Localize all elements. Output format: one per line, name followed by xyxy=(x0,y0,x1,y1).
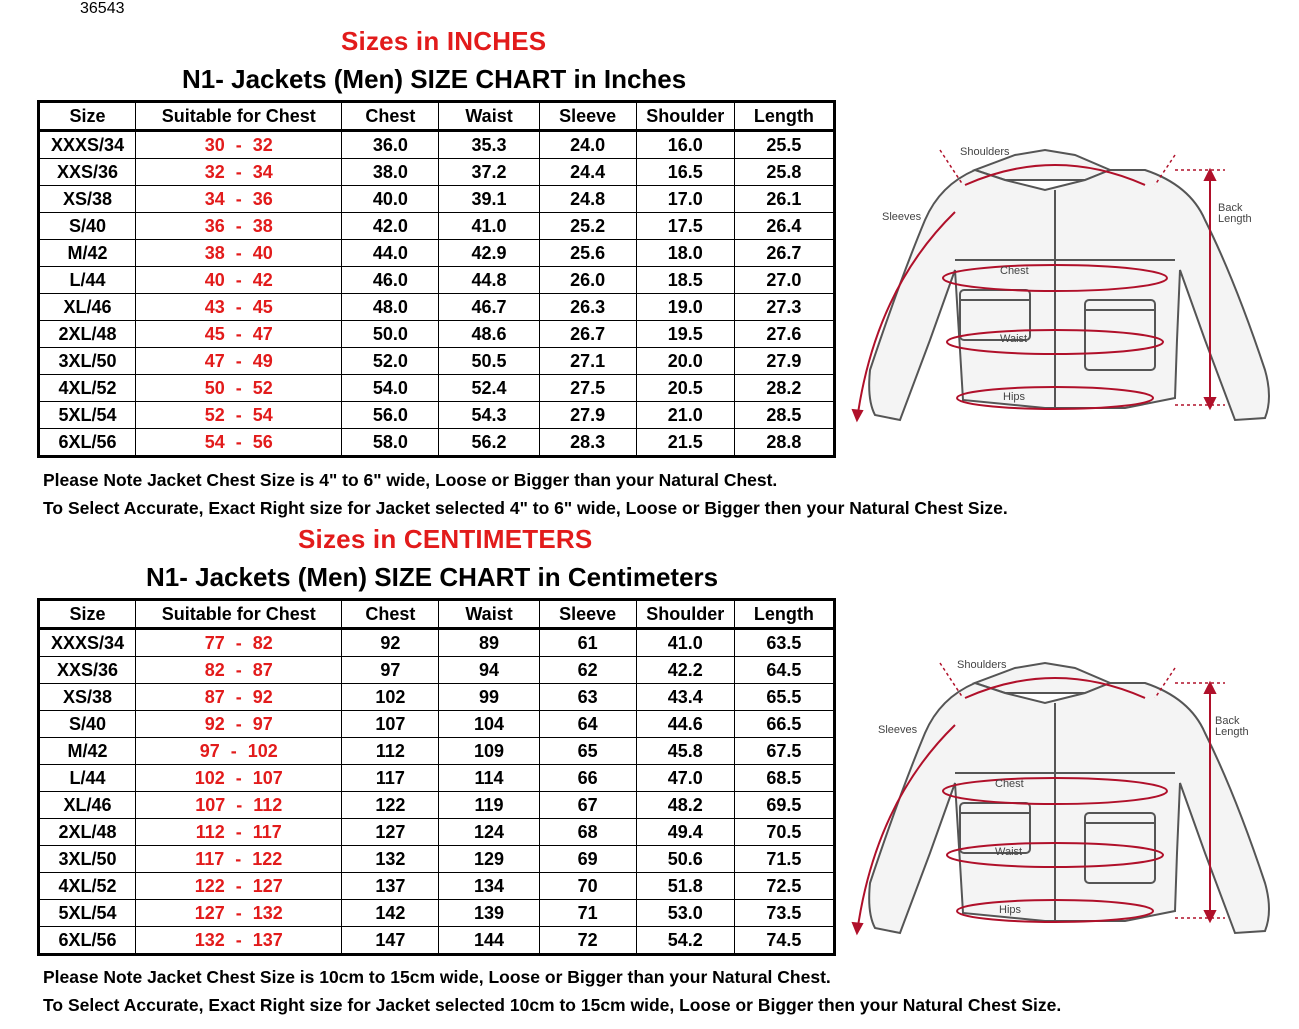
table-cell: 58.0 xyxy=(342,429,439,457)
table-cell: 25.8 xyxy=(734,159,834,186)
column-header: Size xyxy=(39,102,136,131)
table-cell: 24.8 xyxy=(539,186,636,213)
chest-range-cell: 77 - 82 xyxy=(136,629,342,657)
column-header: Length xyxy=(734,600,834,629)
table-cell: 56.2 xyxy=(439,429,539,457)
table-cell: 97 xyxy=(342,657,439,684)
table-cell: 122 xyxy=(342,792,439,819)
table-row xyxy=(39,711,835,738)
label-waist: Waist xyxy=(1000,333,1028,345)
table-cell: 44.6 xyxy=(636,711,734,738)
table-cell: 65 xyxy=(539,738,636,765)
table-cell: 119 xyxy=(439,792,539,819)
table-cell: 19.0 xyxy=(636,294,734,321)
table-cell: XS/38 xyxy=(39,684,136,711)
table-row xyxy=(39,873,835,900)
table-header-row xyxy=(39,102,835,131)
table-cell: 71 xyxy=(539,900,636,927)
table-cell: 142 xyxy=(342,900,439,927)
chest-range-cell: 122 - 127 xyxy=(136,873,342,900)
jacket-measurement-diagram-inches xyxy=(845,140,1290,430)
table-cell: M/42 xyxy=(39,240,136,267)
table-cell: 63 xyxy=(539,684,636,711)
column-header: Sleeve xyxy=(539,102,636,131)
label-shoulders: Shoulders xyxy=(957,659,1007,671)
table-cell: 41.0 xyxy=(439,213,539,240)
column-header: Chest xyxy=(342,600,439,629)
table-cell: L/44 xyxy=(39,267,136,294)
label-length: Length xyxy=(1218,213,1252,225)
table-cell: 4XL/52 xyxy=(39,375,136,402)
table-cell: XXS/36 xyxy=(39,657,136,684)
table-cell: 54.2 xyxy=(636,927,734,955)
table-cell: 68 xyxy=(539,819,636,846)
table-cell: 19.5 xyxy=(636,321,734,348)
table-cell: 28.8 xyxy=(734,429,834,457)
table-cell: 137 xyxy=(342,873,439,900)
table-cell: 70.5 xyxy=(734,819,834,846)
chest-range-cell: 107 - 112 xyxy=(136,792,342,819)
table-row xyxy=(39,927,835,955)
table-cell: 46.7 xyxy=(439,294,539,321)
table-cell: 139 xyxy=(439,900,539,927)
table-cell: 65.5 xyxy=(734,684,834,711)
table-cell: 39.1 xyxy=(439,186,539,213)
inches-note-2: To Select Accurate, Exact Right size for Jacket selected 4" to 6" wide, Loose or Bigger then your Natural Chest Size. xyxy=(43,498,1008,518)
table-cell: 35.3 xyxy=(439,131,539,159)
chest-range-cell: 43 - 45 xyxy=(136,294,342,321)
table-cell: 21.0 xyxy=(636,402,734,429)
table-cell: XXS/36 xyxy=(39,159,136,186)
table-cell: 17.5 xyxy=(636,213,734,240)
table-cell: 134 xyxy=(439,873,539,900)
inches-size-table xyxy=(37,100,836,458)
column-header: Shoulder xyxy=(636,600,734,629)
table-cell: 27.3 xyxy=(734,294,834,321)
table-cell: 45.8 xyxy=(636,738,734,765)
table-row xyxy=(39,321,835,348)
column-header: Shoulder xyxy=(636,102,734,131)
label-sleeves: Sleeves xyxy=(878,724,918,736)
column-header: Length xyxy=(734,102,834,131)
table-cell: 53.0 xyxy=(636,900,734,927)
table-cell: 112 xyxy=(342,738,439,765)
chest-range-cell: 52 - 54 xyxy=(136,402,342,429)
table-cell: 41.0 xyxy=(636,629,734,657)
table-cell: 17.0 xyxy=(636,186,734,213)
table-cell: 40.0 xyxy=(342,186,439,213)
table-cell: 127 xyxy=(342,819,439,846)
table-row xyxy=(39,765,835,792)
label-length: Length xyxy=(1215,726,1249,738)
chest-range-cell: 92 - 97 xyxy=(136,711,342,738)
table-cell: 43.4 xyxy=(636,684,734,711)
table-cell: 54.0 xyxy=(342,375,439,402)
table-cell: XL/46 xyxy=(39,294,136,321)
table-cell: 67 xyxy=(539,792,636,819)
cm-chart-title: N1- Jackets (Men) SIZE CHART in Centimeters xyxy=(146,562,719,592)
table-cell: 74.5 xyxy=(734,927,834,955)
table-row xyxy=(39,819,835,846)
table-cell: 132 xyxy=(342,846,439,873)
table-cell: 42.9 xyxy=(439,240,539,267)
table-cell: 66 xyxy=(539,765,636,792)
column-header: Size xyxy=(39,600,136,629)
chest-range-cell: 32 - 34 xyxy=(136,159,342,186)
table-cell: XXXS/34 xyxy=(39,629,136,657)
chest-range-cell: 54 - 56 xyxy=(136,429,342,457)
table-cell: 48.0 xyxy=(342,294,439,321)
inches-chart-title: N1- Jackets (Men) SIZE CHART in Inches xyxy=(182,64,687,94)
table-header-row xyxy=(39,600,835,629)
table-cell: 26.0 xyxy=(539,267,636,294)
label-shoulders: Shoulders xyxy=(960,146,1010,158)
chest-range-cell: 38 - 40 xyxy=(136,240,342,267)
table-row xyxy=(39,348,835,375)
table-cell: 104 xyxy=(439,711,539,738)
inches-section-title: Sizes in INCHES xyxy=(341,26,547,56)
table-cell: 48.6 xyxy=(439,321,539,348)
table-cell: 27.5 xyxy=(539,375,636,402)
chest-range-cell: 102 - 107 xyxy=(136,765,342,792)
cm-note-2: To Select Accurate, Exact Right size for Jacket selected 10cm to 15cm wide, Loose or Bigger then your Natural Chest Size. xyxy=(43,995,1062,1015)
chest-range-cell: 127 - 132 xyxy=(136,900,342,927)
table-cell: 2XL/48 xyxy=(39,321,136,348)
chest-range-cell: 34 - 36 xyxy=(136,186,342,213)
inches-note-1: Please Note Jacket Chest Size is 4" to 6" wide, Loose or Bigger than your Natural Chest. xyxy=(43,470,778,490)
label-waist: Waist xyxy=(995,846,1023,858)
chest-range-cell: 82 - 87 xyxy=(136,657,342,684)
jacket-measurement-diagram-cm xyxy=(845,653,1290,943)
table-cell: XXXS/34 xyxy=(39,131,136,159)
column-header: Chest xyxy=(342,102,439,131)
table-cell: 107 xyxy=(342,711,439,738)
table-cell: 2XL/48 xyxy=(39,819,136,846)
table-cell: XL/46 xyxy=(39,792,136,819)
table-cell: 24.0 xyxy=(539,131,636,159)
table-cell: 49.4 xyxy=(636,819,734,846)
table-cell: 6XL/56 xyxy=(39,429,136,457)
table-cell: 48.2 xyxy=(636,792,734,819)
chest-range-cell: 132 - 137 xyxy=(136,927,342,955)
table-cell: 26.7 xyxy=(734,240,834,267)
table-cell: 3XL/50 xyxy=(39,846,136,873)
table-cell: 64.5 xyxy=(734,657,834,684)
table-row xyxy=(39,846,835,873)
column-header: Suitable for Chest xyxy=(136,102,342,131)
table-cell: 72.5 xyxy=(734,873,834,900)
table-cell: 50.6 xyxy=(636,846,734,873)
table-cell: 64 xyxy=(539,711,636,738)
table-cell: 25.2 xyxy=(539,213,636,240)
label-back: Back xyxy=(1218,202,1243,214)
table-cell: 16.0 xyxy=(636,131,734,159)
table-cell: 114 xyxy=(439,765,539,792)
chest-range-cell: 97 - 102 xyxy=(136,738,342,765)
table-cell: 51.8 xyxy=(636,873,734,900)
table-cell: 27.9 xyxy=(734,348,834,375)
table-row xyxy=(39,240,835,267)
column-header: Suitable for Chest xyxy=(136,600,342,629)
table-cell: 72 xyxy=(539,927,636,955)
table-row xyxy=(39,900,835,927)
label-back: Back xyxy=(1215,715,1240,727)
table-cell: 46.0 xyxy=(342,267,439,294)
label-hips: Hips xyxy=(999,904,1022,916)
table-cell: 26.1 xyxy=(734,186,834,213)
jacket-illustration xyxy=(845,653,1290,943)
table-cell: 38.0 xyxy=(342,159,439,186)
table-cell: 25.5 xyxy=(734,131,834,159)
table-row xyxy=(39,186,835,213)
table-cell: 70 xyxy=(539,873,636,900)
table-cell: 20.0 xyxy=(636,348,734,375)
table-cell: 50.0 xyxy=(342,321,439,348)
table-cell: S/40 xyxy=(39,711,136,738)
table-cell: 99 xyxy=(439,684,539,711)
table-cell: L/44 xyxy=(39,765,136,792)
table-cell: 89 xyxy=(439,629,539,657)
table-cell: 71.5 xyxy=(734,846,834,873)
chest-range-cell: 47 - 49 xyxy=(136,348,342,375)
table-row xyxy=(39,684,835,711)
table-cell: 44.0 xyxy=(342,240,439,267)
table-cell: 92 xyxy=(342,629,439,657)
table-cell: 69.5 xyxy=(734,792,834,819)
table-row xyxy=(39,429,835,457)
label-hips: Hips xyxy=(1003,391,1026,403)
cm-note-1: Please Note Jacket Chest Size is 10cm to 15cm wide, Loose or Bigger than your Natural Chest. xyxy=(43,967,831,987)
table-cell: 69 xyxy=(539,846,636,873)
table-cell: 129 xyxy=(439,846,539,873)
table-cell: 16.5 xyxy=(636,159,734,186)
label-chest: Chest xyxy=(1000,265,1029,277)
table-cell: 66.5 xyxy=(734,711,834,738)
table-cell: 24.4 xyxy=(539,159,636,186)
table-cell: 67.5 xyxy=(734,738,834,765)
table-cell: 47.0 xyxy=(636,765,734,792)
table-cell: 147 xyxy=(342,927,439,955)
table-cell: 27.6 xyxy=(734,321,834,348)
table-cell: 27.1 xyxy=(539,348,636,375)
chest-range-cell: 45 - 47 xyxy=(136,321,342,348)
table-cell: 144 xyxy=(439,927,539,955)
table-cell: 68.5 xyxy=(734,765,834,792)
table-cell: 18.0 xyxy=(636,240,734,267)
table-cell: 61 xyxy=(539,629,636,657)
table-row xyxy=(39,131,835,159)
table-cell: 62 xyxy=(539,657,636,684)
cm-size-table xyxy=(37,598,836,956)
table-row xyxy=(39,402,835,429)
chest-range-cell: 36 - 38 xyxy=(136,213,342,240)
column-header: Sleeve xyxy=(539,600,636,629)
chest-range-cell: 112 - 117 xyxy=(136,819,342,846)
table-row xyxy=(39,657,835,684)
table-cell: 63.5 xyxy=(734,629,834,657)
label-chest: Chest xyxy=(995,778,1024,790)
table-cell: 26.7 xyxy=(539,321,636,348)
table-cell: 117 xyxy=(342,765,439,792)
table-cell: 26.3 xyxy=(539,294,636,321)
table-row xyxy=(39,267,835,294)
document-id: 36543 xyxy=(80,0,125,17)
table-cell: 50.5 xyxy=(439,348,539,375)
table-cell: 44.8 xyxy=(439,267,539,294)
table-cell: 28.3 xyxy=(539,429,636,457)
table-cell: 52.0 xyxy=(342,348,439,375)
table-cell: 27.9 xyxy=(539,402,636,429)
table-cell: XS/38 xyxy=(39,186,136,213)
label-sleeves: Sleeves xyxy=(882,211,922,223)
table-cell: 36.0 xyxy=(342,131,439,159)
table-cell: 3XL/50 xyxy=(39,348,136,375)
table-row xyxy=(39,213,835,240)
chest-range-cell: 87 - 92 xyxy=(136,684,342,711)
chest-range-cell: 117 - 122 xyxy=(136,846,342,873)
table-cell: 52.4 xyxy=(439,375,539,402)
column-header: Waist xyxy=(439,102,539,131)
table-cell: 124 xyxy=(439,819,539,846)
table-cell: 102 xyxy=(342,684,439,711)
table-cell: 5XL/54 xyxy=(39,900,136,927)
table-row xyxy=(39,792,835,819)
table-cell: 56.0 xyxy=(342,402,439,429)
table-cell: 73.5 xyxy=(734,900,834,927)
chest-range-cell: 30 - 32 xyxy=(136,131,342,159)
table-row xyxy=(39,738,835,765)
table-cell: 26.4 xyxy=(734,213,834,240)
column-header: Waist xyxy=(439,600,539,629)
table-row xyxy=(39,294,835,321)
table-cell: 18.5 xyxy=(636,267,734,294)
cm-section-title: Sizes in CENTIMETERS xyxy=(298,524,593,554)
table-cell: 27.0 xyxy=(734,267,834,294)
table-row xyxy=(39,375,835,402)
table-cell: 28.5 xyxy=(734,402,834,429)
table-cell: 42.0 xyxy=(342,213,439,240)
table-cell: 109 xyxy=(439,738,539,765)
table-cell: 20.5 xyxy=(636,375,734,402)
table-cell: 28.2 xyxy=(734,375,834,402)
table-cell: 25.6 xyxy=(539,240,636,267)
table-cell: 42.2 xyxy=(636,657,734,684)
table-cell: 37.2 xyxy=(439,159,539,186)
table-cell: 6XL/56 xyxy=(39,927,136,955)
jacket-illustration xyxy=(845,140,1290,430)
table-row xyxy=(39,629,835,657)
table-cell: 5XL/54 xyxy=(39,402,136,429)
chest-range-cell: 50 - 52 xyxy=(136,375,342,402)
table-cell: 21.5 xyxy=(636,429,734,457)
table-cell: 4XL/52 xyxy=(39,873,136,900)
table-cell: S/40 xyxy=(39,213,136,240)
table-cell: 94 xyxy=(439,657,539,684)
chest-range-cell: 40 - 42 xyxy=(136,267,342,294)
table-cell: M/42 xyxy=(39,738,136,765)
table-cell: 54.3 xyxy=(439,402,539,429)
table-row xyxy=(39,159,835,186)
